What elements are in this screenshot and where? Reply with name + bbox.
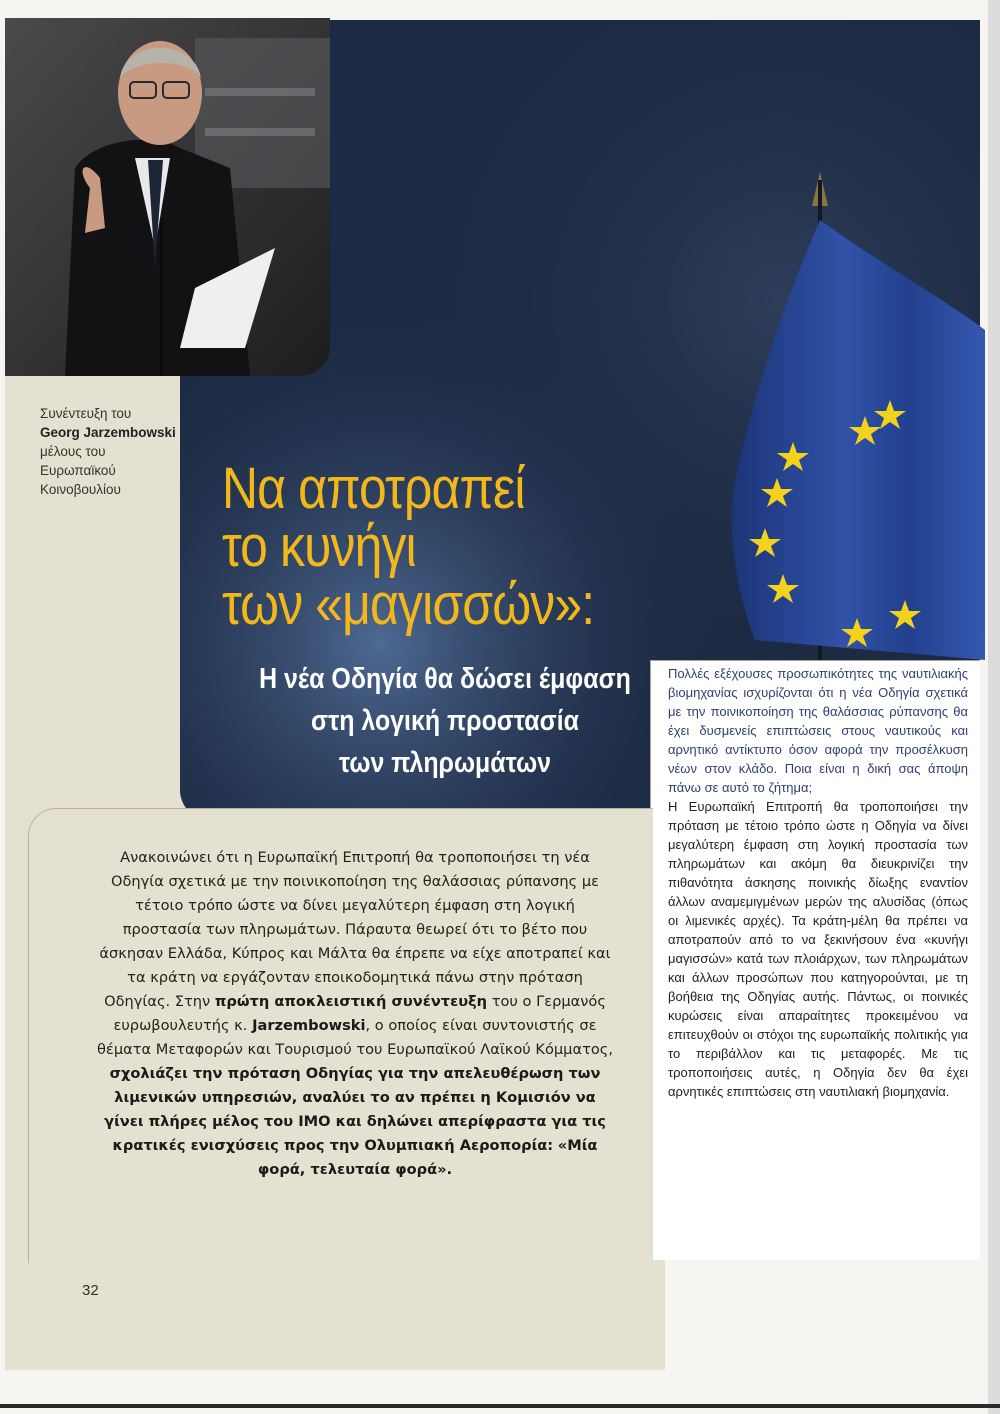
subhead-line-3: των πληρωμάτων [338,747,552,779]
intro-p3-a: Στην [174,993,215,1010]
page-edge [988,0,1000,1414]
intro-paragraph-1: Ανακοινώνει ότι η Ευρωπαϊκή Επιτροπή θα τροποποιήσει τη νέα Οδηγία σχετικά με την ποινικοποίηση της θαλάσσιας ρύπανσης με τέτοιο τρόπο ώστε να δίνει μεγαλύτερη έμφαση στη λογική προστασία των πληρωμάτων. [110,849,600,938]
intro-p3-name: Jarzembowski [252,1017,366,1034]
intro-p3-quote: «Μία φορά, τελευταία φορά». [257,1137,598,1178]
subhead-line-2: στη λογική προστασία [311,705,579,737]
intro-p3-e: , ο οποίος είναι συντονιστής σε θέματα Μεταφορών και Τουρισμού του Ευρωπαϊκού Λαϊκού Κόμματος, [97,1017,613,1058]
headline [222,456,669,637]
caption-name: Georg Jarzembowski [40,425,176,440]
caption-intro: Συνέντευξη του [40,406,132,421]
subhead-line-1: Η νέα Οδηγία θα δώσει έμφαση [259,663,631,695]
intro-p3-exclusive: πρώτη αποκλειστική συνέντευξη [214,993,488,1010]
eu-flag-icon [715,220,985,680]
caption-institution: Κοινοβουλίου [40,482,121,497]
author-caption [40,404,180,499]
interview-column [668,664,968,1101]
interview-answer: Η Ευρωπαϊκή Επιτροπή θα τροποποιήσει την πρόταση με τέτοιο τρόπο ώστε η Οδηγία να δίνει μεγαλύτερη έμφαση στη λογική προστασία των πληρωμάτων και ακόμη θα διευκρινίζει την πιθανότητα άσκησης ποινικής δίωξης εναντίον άλλων αναμεμιγμένων μερών της αλυσίδας (όπως οι λιμενικές αρχές). Τα κράτη-μέλη θα πρέπει να αποτραπούν από το να ξεκινήσουν ένα «κυνήγι μαγισσών» κατά των πλοιάρχων, των πληρωμάτων και άλλων προσώπων που κατηγορούνται, με τη βοήθεια της Οδηγίας αυτής. Πάντως, οι ποινικές κυρώσεις είναι απαραίτητες προκειμένου να επιτευχθούν οι στόχοι της ευρωπαϊκής πολιτικής για το περιβάλλον και τις μεταφορές. Με τις τροποποιήσεις αυτές, η Οδηγία δεν θα έχει αρνητικές επιπτώσεις στη ναυτιλιακή βιομηχανία. [668,799,968,1099]
headline-line-3: των «μαγισσών»: [222,572,595,637]
intro-text [95,846,615,1182]
interview-question: Πολλές εξέχουσες προσωπικότητες της ναυτιλιακής βιομηχανίας ισχυρίζονται ότι η νέα Οδηγία σχετικά με την ποινικοποίηση της θαλάσσιας ρύπανσης θα έχει δυσμενείς επιπτώσεις στους ναυτικούς και αρνητικό αντίκτυπο όσον αφορά την προσέλκυση νέων στον κλάδο. Ποια είναι η δική σας άποψη πάνω σε αυτό το ζήτημα; [668,666,968,795]
portrait-photo [5,18,330,376]
speaker-photo-illustration [5,18,330,376]
intro-paragraph-2: Πάραυτα θεωρεί ότι το βέτο που άσκησαν Ελλάδα, Κύπρος και Μάλτα θα έπρεπε να είχε αποτραπεί και τα κράτη να εργάζονταν εποικοδομητικά πάνω στην πρόταση Οδηγίας. [99,921,611,1010]
page-number: 32 [82,1282,99,1299]
intro-p3-c: του ο Γερμανός ευρωβουλευτής κ. [113,993,606,1034]
subheadline [252,658,639,784]
intro-p3-topics: σχολιάζει την πρόταση Οδηγίας για την απελευθέρωση των λιμενικών υπηρεσιών, αναλύει το αν πρέπει η Κομισιόν να γίνει πλήρες μέλος του ΙΜΟ και δηλώνει απερίφραστα για τις κρατικές ενισχύσεις προς την Ολυμπιακή Αεροπορία: [104,1065,606,1154]
headline-line-1: Να αποτραπεί [222,456,525,521]
headline-line-2: το κυνήγι [222,514,416,579]
bottom-rule [0,1404,1000,1408]
caption-role: μέλους του Ευρωπαϊκού [40,444,116,478]
